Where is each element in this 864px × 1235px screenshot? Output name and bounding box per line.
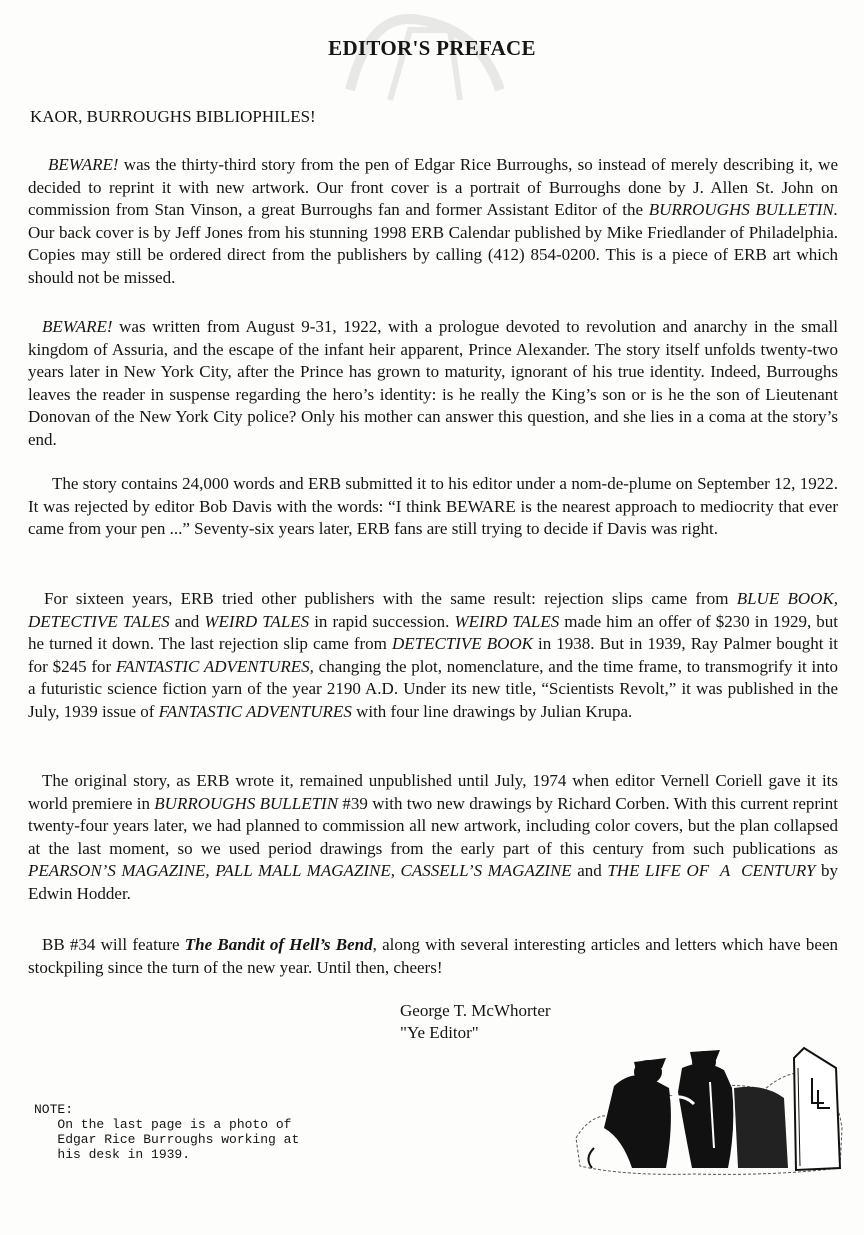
p4-h: DETECTIVE BOOK <box>391 634 533 654</box>
p4-k: changing the plot, nomenclature, and the time frame, to transmogrify it into a futuristic science fiction yarn of the year 2190 A.D. Under its new title, “Scientists Revolt,” it was published in the July, 1939 issue of <box>28 656 838 721</box>
p4-l: FANTASTIC ADVENTURES <box>158 701 352 721</box>
p5-f: THE LIFE OF A CENTURY <box>607 861 816 881</box>
p2-text: was written from August 9-31, 1922, with a prologue devoted to revolution and anarchy in the small kingdom of Assuria, and the escape of the infant heir apparent, Prince Alexander. The story itself unfolds twenty-two years later in New York City, after the Prince has grown to maturity, ignorant of his true identity. Indeed, Burroughs leaves the reader in suspense regarding the hero’s identity: is he really the King’s son or is he the son of Lieutenant Donovan of the New York City police? Only his mother can answer this question, and she lies in a coma at the story’s end. <box>28 317 838 449</box>
p5-c: #39 with two new drawings by Richard Corben. With this current reprint twenty-four years later, we had planned to commission all new artwork, including color covers, but the plan collapsed at the last moment, so we used period drawings from the early part of this century from such publications as <box>28 793 838 858</box>
signature-name: George T. McWhorter <box>400 1001 551 1020</box>
p4-j: FANTASTIC ADVENTURES, <box>115 656 314 676</box>
page-title: EDITOR'S PREFACE <box>328 36 536 60</box>
emph-beware: BEWARE! <box>48 155 119 174</box>
greeting: KAOR, BURROUGHS BIBLIOPHILES! <box>30 107 316 126</box>
period-illustration <box>574 1028 844 1178</box>
p4-f: WEIRD TALES <box>454 611 560 631</box>
p5-e: and <box>571 861 608 881</box>
p4-d: WEIRD TALES <box>204 611 310 631</box>
paragraph-2 <box>28 316 838 452</box>
note-line-1: On the last page is a photo of <box>34 1117 292 1132</box>
p5-d: PEARSON’S MAGAZINE, PALL MALL MAGAZINE, CASSELL’S MAGAZINE <box>28 861 572 881</box>
p4-a: For sixteen years, ERB tried other publishers with the same result: rejection slips came from <box>44 589 737 608</box>
p5-g: by Edwin Hodder. <box>28 861 839 903</box>
signature-block <box>400 1000 551 1044</box>
p4-e: in rapid succession. <box>309 611 455 631</box>
note-line-2: Edgar Rice Burroughs working at <box>34 1132 300 1147</box>
p3-text: The story contains 24,000 words and ERB submitted it to his editor under a nom-de-plume on September 12, 1922. It was rejected by editor Bob Davis with the words: “I think BEWARE is the nearest approach to mediocrity that ever came from your pen ...” Seventy-six years later, ERB fans are still trying to decide if Davis was right. <box>28 474 838 539</box>
p1-text-end: Our back cover is by Jeff Jones from his stunning 1998 ERB Calendar published by Mike Friedlander of Philadelphia. Copies may still be ordered direct from the publishers by calling (412) 854-0200. This is a piece of ERB art which should not be missed. <box>28 222 838 287</box>
p4-b: BLUE BOOK, DETECTIVE TALES <box>28 589 838 631</box>
p5-a: The original story, as ERB wrote it, remained unpublished until July, 1974 when editor Vernell Coriell gave it its world premiere in <box>28 771 838 813</box>
emph-burroughs-bulletin: BURROUGHS BULLETIN. <box>648 200 838 220</box>
note-line-3: his desk in 1939. <box>34 1147 191 1162</box>
p5-b: BURROUGHS BULLETIN <box>154 793 339 813</box>
p6-a: BB #34 will feature <box>42 935 185 954</box>
p4-c: and <box>169 611 205 631</box>
p6-c: , along with several interesting articles and letters which have been stockpiling since the turn of the new year. Until then, cheers! <box>28 935 838 977</box>
p4-i: in 1938. But in 1939, Ray Palmer bought it for $245 for <box>28 634 839 676</box>
p1-text: was the thirty-third story from the pen of Edgar Rice Burroughs, so instead of merely describing it, we decided to reprint it with new artwork. Our front cover is a portrait of Burroughs done by J. Allen St. John on commission from Stan Vinson, a great Burroughs fan and former Assistant Editor of the <box>28 155 838 220</box>
paragraph-1 <box>28 154 838 290</box>
paragraph-4 <box>28 588 838 724</box>
emph-beware-2: BEWARE! <box>42 317 113 336</box>
note-label: NOTE: <box>34 1102 74 1117</box>
signature-role: "Ye Editor" <box>400 1023 479 1042</box>
p6-b: The Bandit of Hell’s Bend <box>184 935 373 954</box>
paragraph-6 <box>28 934 838 979</box>
p4-m: with four line drawings by Julian Krupa. <box>351 701 633 721</box>
note-block <box>34 1102 299 1162</box>
paragraph-5 <box>28 770 838 906</box>
paragraph-3 <box>28 473 838 541</box>
p4-g: made him an offer of $230 in 1929, but he turned it down. The last rejection slip came from <box>28 611 839 654</box>
